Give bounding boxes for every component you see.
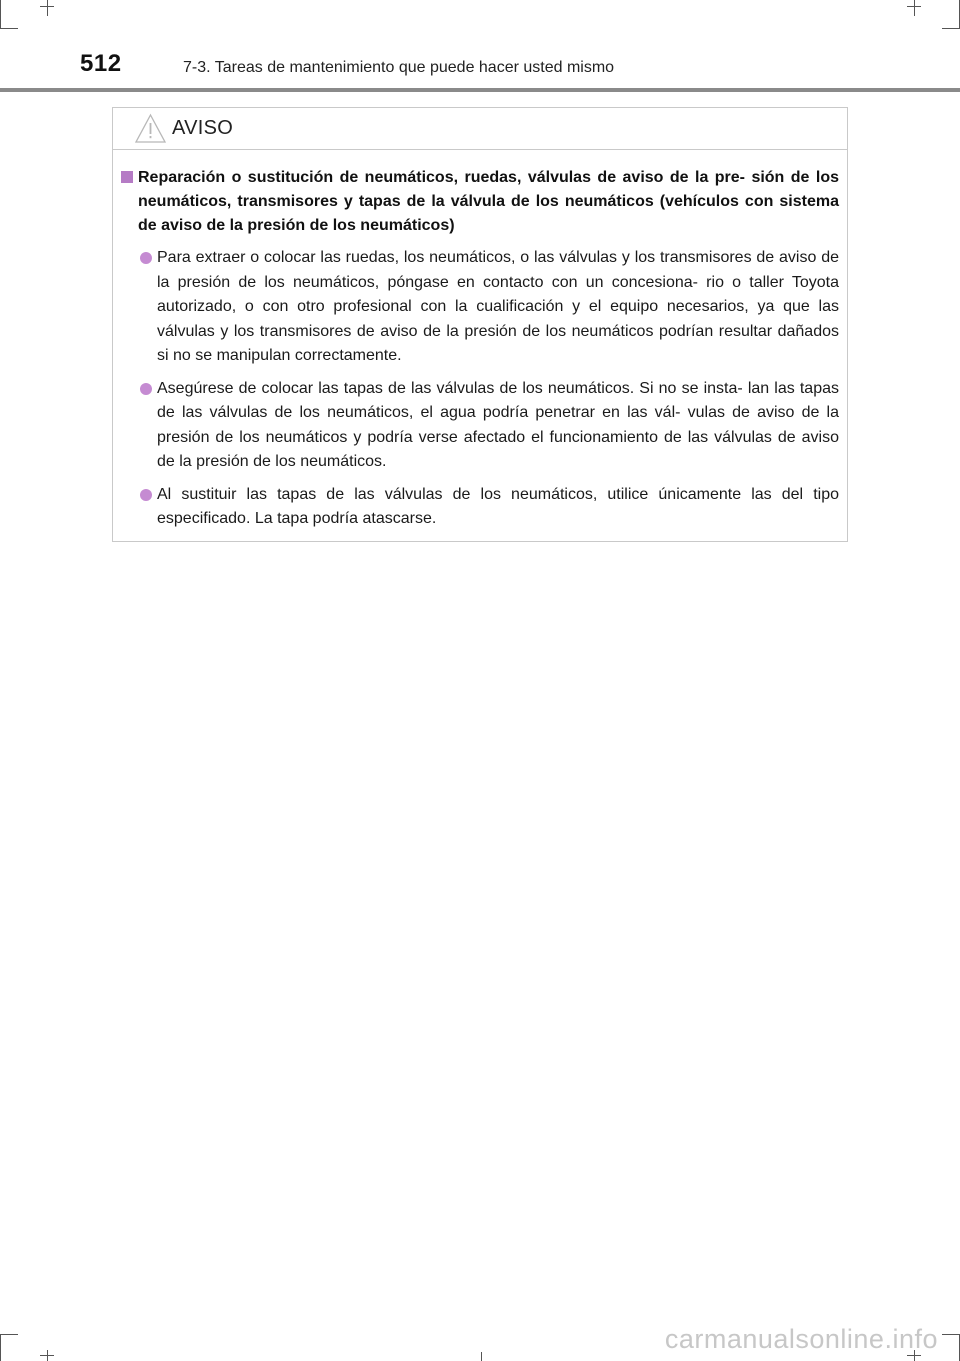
watermark: carmanualsonline.info xyxy=(664,1324,938,1354)
warning-header xyxy=(113,108,847,150)
list-item-text: Para extraer o colocar las ruedas, los neumáticos, o las válvulas y los transmisores de aviso de la presión de los neumáticos, póngase en contacto con un concesiona- rio o taller Toyota autorizado, o con otro profesional con la cualificación y el equipo necesarios, ya que las válvulas y los transmisores de aviso de la presión de los neumáticos podrían resultar dañados si no se manipulan correctamente. xyxy=(157,249,839,364)
circle-bullet-icon xyxy=(140,383,152,395)
warning-triangle-icon xyxy=(134,113,167,144)
crop-mark xyxy=(481,1352,482,1361)
crop-mark xyxy=(907,6,921,7)
crop-mark xyxy=(0,1334,1,1361)
crop-mark xyxy=(47,0,48,16)
header-rule xyxy=(0,88,960,92)
warning-body xyxy=(113,150,847,532)
list-item-text: Asegúrese de colocar las tapas de las válvulas de los neumáticos. Si no se insta- lan las tapas de las válvulas de los neumáticos, el agua podría penetrar en las vál- vulas de aviso de la presión de los neumáticos y podría verse afectado el funcionamiento de las válvulas de aviso de la presión de los neumáticos. xyxy=(157,379,839,470)
list-item xyxy=(121,483,839,532)
square-bullet-icon xyxy=(121,171,133,183)
warning-items xyxy=(121,246,839,532)
crop-mark xyxy=(942,1334,960,1335)
warning-label: AVISO xyxy=(172,117,234,139)
circle-bullet-icon xyxy=(140,489,152,501)
warning-topic-text: Reparación o sustitución de neumáticos, ruedas, válvulas de aviso de la pre- sión de los neumáticos, transmisores y tapas de la válvula de los neumáticos (vehículos con sistema de aviso de la presión de los neumáticos) xyxy=(138,169,839,234)
crop-mark xyxy=(0,0,1,28)
crop-mark xyxy=(907,1355,921,1356)
list-item-text: Al sustituir las tapas de las válvulas de los neumáticos, utilice únicamente las del tipo especificado. La tapa podría atascarse. xyxy=(157,485,839,527)
list-item xyxy=(121,246,839,369)
list-item xyxy=(121,377,839,475)
crop-mark xyxy=(942,28,960,29)
crop-mark xyxy=(0,28,18,29)
warning-box xyxy=(112,107,848,542)
crop-mark xyxy=(0,1334,18,1335)
warning-topic xyxy=(121,166,839,238)
crop-mark xyxy=(914,0,915,16)
circle-bullet-icon xyxy=(140,252,152,264)
page-number: 512 xyxy=(80,50,122,77)
section-title: 7-3. Tareas de mantenimiento que puede hacer usted mismo xyxy=(183,59,615,76)
crop-mark xyxy=(40,1355,54,1356)
crop-mark xyxy=(40,6,54,7)
